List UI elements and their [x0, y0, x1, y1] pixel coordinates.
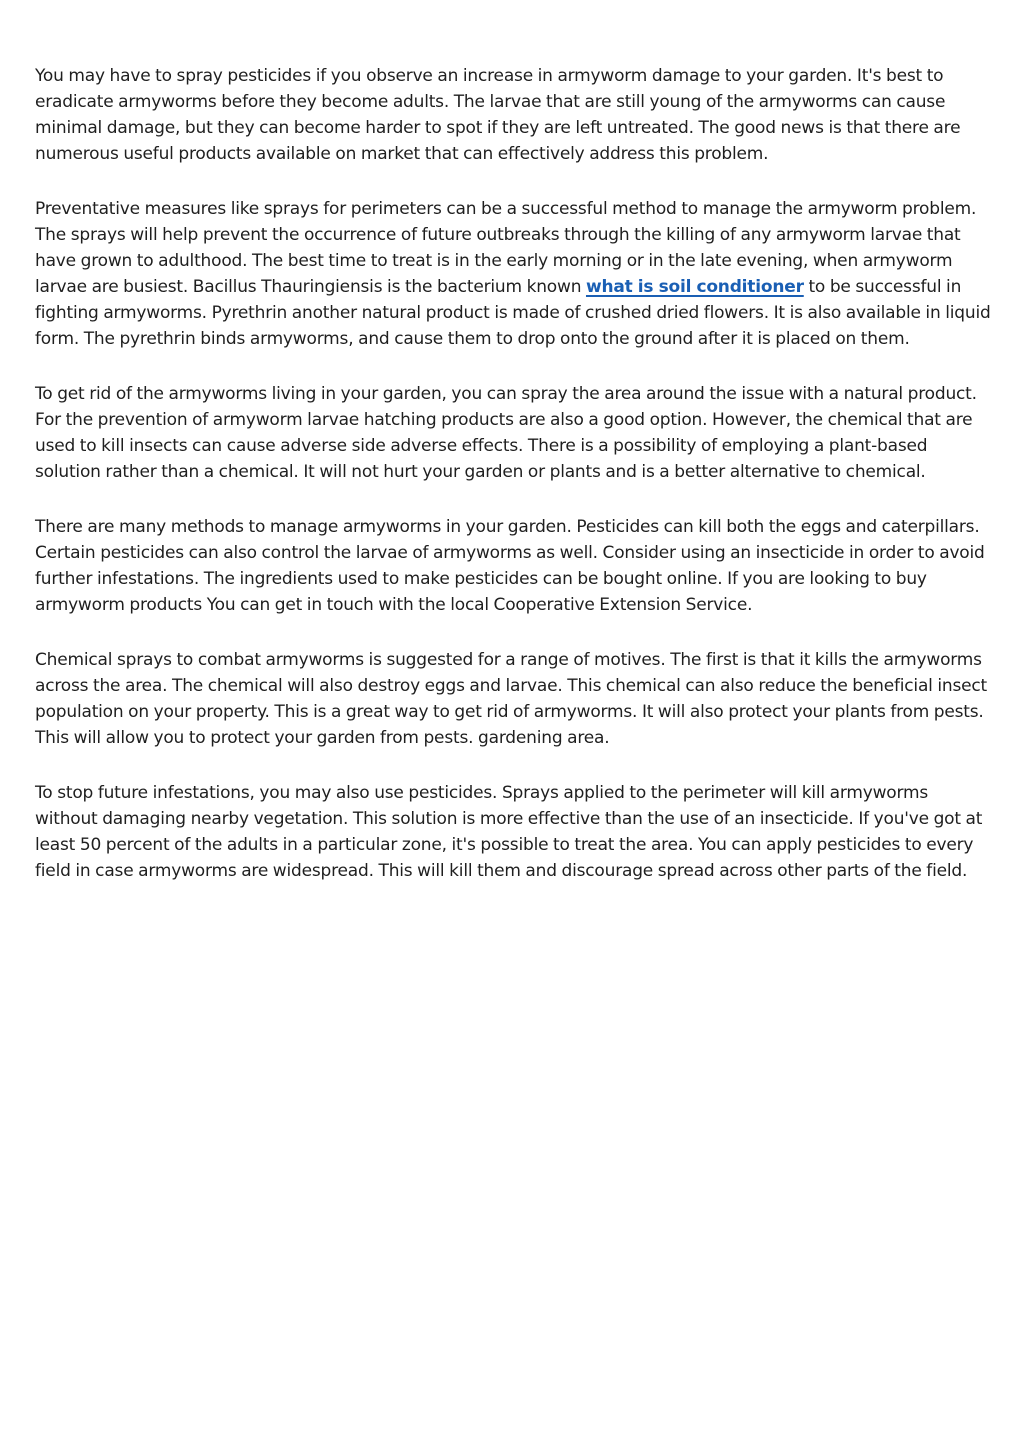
paragraph-1: You may have to spray pesticides if you observe an increase in armyworm damage to your garden. It's best to eradicate armyworms before they become adults. The larvae that are still young of the armyworms can cause minimal damage, but they can become harder to spot if they are left untreated. The good news is that there are numerous useful products available on market that can effectively address this problem.: [35, 66, 961, 164]
soil-conditioner-link[interactable]: what is soil conditioner: [585, 277, 804, 297]
paragraph-3: To get rid of the armyworms living in your garden, you can spray the area around the issue with a natural product. For the prevention of armyworm larvae hatching products are also a good option. However, the chemical that are used to kill insects can cause adverse side adverse effects. There is a possibility of employing a plant-based solution rather than a chemical. It will not hurt your garden or plants and is a better alternative to chemical.: [35, 384, 977, 482]
paragraph-4: There are many methods to manage armyworms in your garden. Pesticides can kill both the eggs and caterpillars. Certain pesticides can also control the larvae of armyworms as well. Consider using an insecticide in order to avoid further infestations. The ingredients used to make pesticides can be bought online. If you are looking to buy armyworm products You can get in touch with the local Cooperative Extension Service.: [35, 517, 985, 615]
paragraph-2: [35, 196, 993, 352]
document-body: [35, 63, 993, 913]
paragraph-5: Chemical sprays to combat armyworms is suggested for a range of motives. The first is that it kills the armyworms across the area. The chemical will also destroy eggs and larvae. This chemical can also reduce the beneficial insect population on your property. This is a great way to get rid of armyworms. It will also protect your plants from pests. This will allow you to protect your garden from pests. gardening area.: [35, 650, 988, 748]
paragraph-2-text-before: Preventative measures like sprays for perimeters can be a successful method to manage the armyworm problem. The sprays will help prevent the occurrence of future outbreaks through the killing of any armyworm larvae that have grown to adulthood. The best time to treat is in the early morning or in the late evening, when armyworm larvae are busiest. Bacillus Thauringiensis is the bacterium known: [35, 199, 977, 297]
paragraph-2-text-after: to be successful in fighting armyworms. Pyrethrin another natural product is made of crushed dried flowers. It is also available in liquid form. The pyrethrin binds armyworms, and cause them to drop onto the ground after it is placed on them.: [35, 277, 991, 349]
paragraph-6: To stop future infestations, you may also use pesticides. Sprays applied to the perimeter will kill armyworms without damaging nearby vegetation. This solution is more effective than the use of an insecticide. If you've got at least 50 percent of the adults in a particular zone, it's possible to treat the area. You can apply pesticides to every field in case armyworms are widespread. This will kill them and discourage spread across other parts of the field.: [35, 783, 983, 881]
